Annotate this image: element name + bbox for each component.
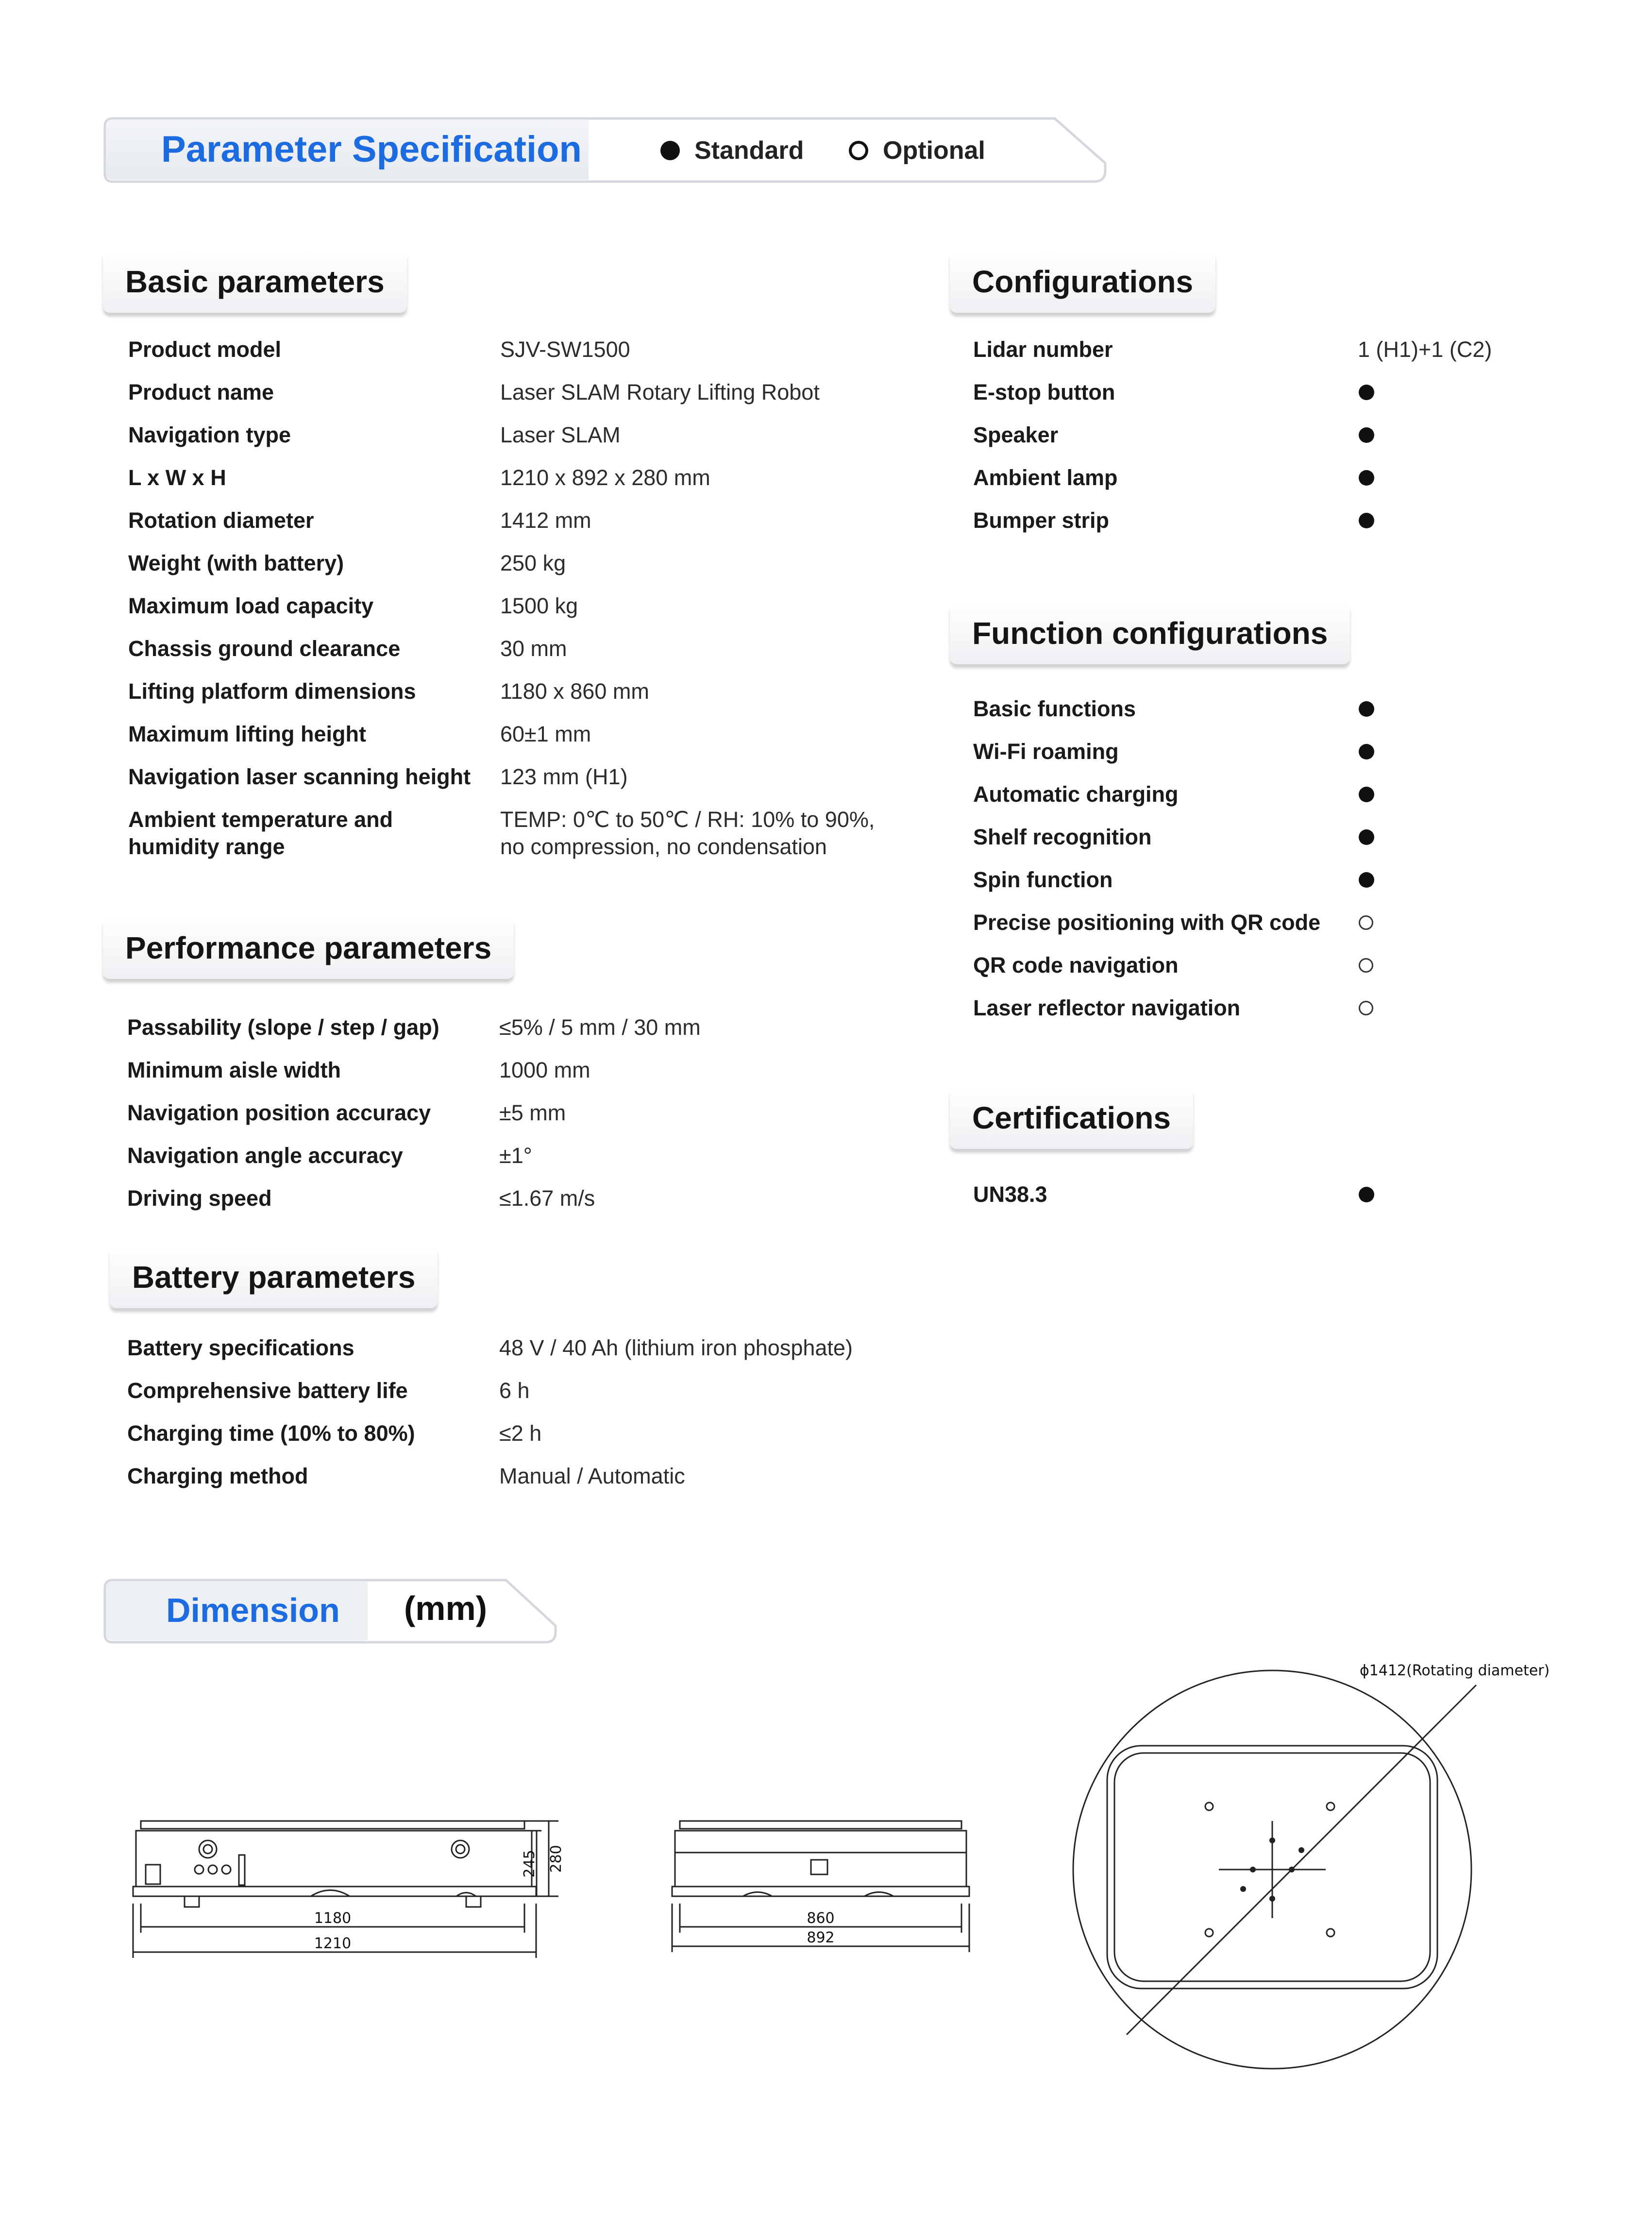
side-inner-length-label: 1180 [314, 1910, 352, 1927]
dimension-title: Dimension [166, 1591, 340, 1629]
spec-label: Maximum lifting height [128, 722, 366, 746]
side-view-drawing [126, 1806, 592, 1991]
legend-standard [660, 136, 804, 165]
section-basic-parameters: Basic parameters [103, 251, 407, 313]
spec-label: Passability (slope / step / gap) [127, 1015, 439, 1040]
spec-label: Precise positioning with QR code [973, 910, 1321, 935]
section-performance-parameters: Performance parameters [103, 917, 514, 979]
section-battery-parameters: Battery parameters [110, 1246, 438, 1308]
standard-dot-icon [1359, 829, 1374, 845]
spec-label: Rotation diameter [128, 508, 314, 533]
spec-label: Navigation position accuracy [127, 1100, 431, 1125]
standard-dot-icon [1359, 787, 1374, 802]
side-chassis-body [136, 1831, 532, 1887]
spec-label: Weight (with battery) [128, 551, 344, 575]
spec-value: 48 V / 40 Ah (lithium iron phosphate) [499, 1335, 853, 1360]
standard-dot-icon [1359, 872, 1374, 888]
legend-optional [849, 136, 985, 165]
standard-dot-icon [1359, 701, 1374, 717]
legend-optional-label: Optional [883, 136, 985, 165]
spec-label: Chassis ground clearance [128, 636, 401, 661]
spec-value: ≤5% / 5 mm / 30 mm [499, 1015, 701, 1040]
side-height-280-label: 280 [548, 1845, 565, 1873]
spec-label: Navigation laser scanning height [128, 764, 471, 789]
spec-value: TEMP: 0℃ to 50℃ / RH: 10% to 90%, [500, 807, 875, 832]
spec-value: 250 kg [500, 551, 566, 575]
spec-value: Laser SLAM Rotary Lifting Robot [500, 380, 820, 405]
spec-label: Driving speed [127, 1186, 272, 1211]
spec-value: 1 (H1)+1 (C2) [1358, 337, 1492, 362]
side-lift-platform [141, 1821, 524, 1829]
spec-value: 1180 x 860 mm [500, 679, 649, 704]
spec-label: Navigation angle accuracy [127, 1143, 403, 1168]
top-view-drawing [1059, 1656, 1564, 2093]
side-height-245-label: 245 [521, 1850, 538, 1878]
spec-label: Basic functions [973, 696, 1136, 721]
spec-label: Navigation type [128, 422, 291, 447]
section-configurations: Configurations [950, 251, 1215, 313]
spec-label: Comprehensive battery life [127, 1378, 408, 1403]
spec-label-line2: humidity range [128, 834, 285, 859]
spec-label: Automatic charging [973, 782, 1179, 807]
spec-value: ≤1.67 m/s [499, 1186, 595, 1211]
spec-label: UN38.3 [973, 1182, 1047, 1207]
spec-label: Speaker [973, 422, 1059, 447]
spec-value: 1500 kg [500, 593, 578, 618]
spec-value: 30 mm [500, 636, 567, 661]
spec-header-banner [103, 117, 1108, 184]
section-certifications: Certifications [950, 1087, 1193, 1149]
spec-label: Ambient temperature and [128, 807, 393, 832]
spec-label: L x W x H [128, 465, 226, 490]
rotating-diameter-label: ϕ1412(Rotating diameter) [1360, 1662, 1550, 1679]
standard-dot-icon [1359, 385, 1374, 400]
spec-label: Product name [128, 380, 274, 405]
optional-circle-icon [1359, 1001, 1373, 1015]
legend-standard-label: Standard [694, 136, 804, 165]
spec-label: Charging method [127, 1464, 308, 1488]
spec-value: ±1° [499, 1143, 532, 1168]
front-outer-width-label: 892 [807, 1929, 835, 1946]
section-function-configurations: Function configurations [950, 602, 1350, 664]
spec-label: Product model [128, 337, 282, 362]
optional-circle-icon [1359, 958, 1373, 973]
spec-value: ±5 mm [499, 1100, 566, 1125]
spec-label: Battery specifications [127, 1335, 354, 1360]
spec-value: 1412 mm [500, 508, 591, 533]
page-title: Parameter Specification [161, 129, 582, 170]
spec-label: QR code navigation [973, 953, 1179, 978]
spec-label: Shelf recognition [973, 825, 1152, 849]
spec-value: 60±1 mm [500, 722, 591, 746]
spec-value: SJV-SW1500 [500, 337, 630, 362]
spec-label: Minimum aisle width [127, 1058, 341, 1082]
spec-label: Maximum load capacity [128, 593, 374, 618]
optional-circle-icon [1359, 915, 1373, 930]
spec-value: 123 mm (H1) [500, 764, 628, 789]
spec-value: Manual / Automatic [499, 1464, 685, 1488]
spec-value: Laser SLAM [500, 422, 621, 447]
spec-value: 6 h [499, 1378, 530, 1403]
spec-label: Charging time (10% to 80%) [127, 1421, 415, 1446]
standard-dot-icon [1359, 427, 1374, 443]
spec-value: 1210 x 892 x 280 mm [500, 465, 710, 490]
front-inner-width-label: 860 [807, 1910, 835, 1927]
dimension-banner [103, 1578, 559, 1644]
spec-label: Spin function [973, 867, 1113, 892]
standard-dot-icon [1359, 470, 1374, 486]
spec-label: E-stop button [973, 380, 1115, 405]
standard-dot-icon [1359, 513, 1374, 528]
spec-label: Wi-Fi roaming [973, 739, 1119, 764]
front-view-drawing [665, 1806, 976, 1962]
standard-dot-icon [1359, 744, 1374, 759]
spec-value-line2: no compression, no condensation [500, 834, 827, 859]
side-outer-length-label: 1210 [314, 1935, 352, 1952]
spec-label: Lifting platform dimensions [128, 679, 416, 704]
spec-label: Laser reflector navigation [973, 995, 1241, 1020]
spec-label: Bumper strip [973, 508, 1110, 533]
spec-value: ≤2 h [499, 1421, 542, 1446]
filled-circle-icon [660, 141, 680, 160]
spec-value: 1000 mm [499, 1058, 590, 1082]
hollow-circle-icon [849, 141, 868, 160]
spec-label: Ambient lamp [973, 465, 1118, 490]
spec-label: Lidar number [973, 337, 1113, 362]
dimension-unit: (mm) [404, 1589, 488, 1627]
standard-dot-icon [1359, 1187, 1374, 1202]
